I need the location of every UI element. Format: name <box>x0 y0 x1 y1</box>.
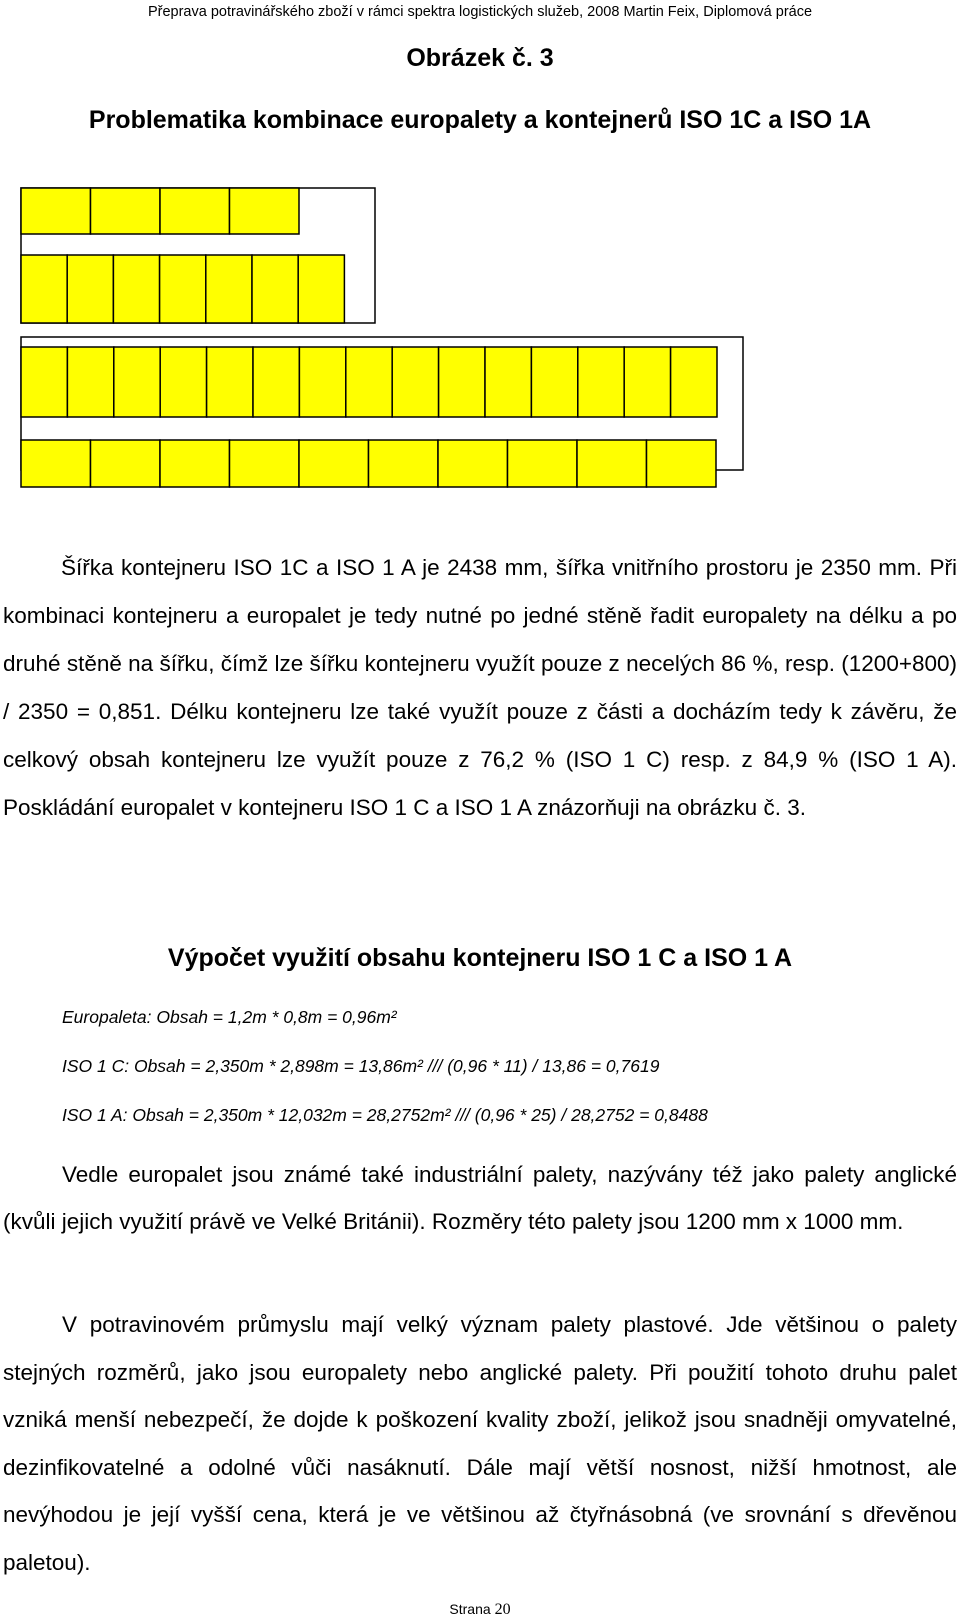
europallet-widthwise-4 <box>230 440 300 487</box>
europallet-widthwise-1 <box>21 440 91 487</box>
europallet-widthwise-8 <box>508 440 578 487</box>
europallet-lengthwise-6 <box>253 347 299 417</box>
europallet-widthwise-5 <box>299 440 369 487</box>
page-footer <box>0 1600 960 1619</box>
europallet-widthwise-6 <box>252 255 298 323</box>
iso-1c-widthwise-row <box>21 255 344 323</box>
europallet-lengthwise-15 <box>671 347 717 417</box>
europallet-lengthwise-2 <box>67 347 113 417</box>
europallet-lengthwise-3 <box>160 188 230 234</box>
europallet-lengthwise-9 <box>392 347 438 417</box>
europallet-widthwise-5 <box>206 255 252 323</box>
pallet-layout-svg <box>0 0 960 520</box>
calc-europaleta: Europaleta: Obsah = 1,2m * 0,8m = 0,96m² <box>62 1007 397 1027</box>
europallet-widthwise-2 <box>91 440 161 487</box>
europallet-lengthwise-4 <box>230 188 300 234</box>
paragraph-container-width: Šířka kontejneru ISO 1C a ISO 1 A je 2438 mm, šířka vnitřního prostoru je 2350 mm. Při kombinaci kontejneru a europalet je tedy nutné po jedné stěně řadit europalety na délku a po druhé stěně na šířku, čímž lze šířku kontejneru využít pouze z necelých 86 %, resp. (1200+800) / 2350 = 0,851. Délku kontejneru lze také využít pouze z části a docházím tedy k závěru, že celkový obsah kontejneru lze využít pouze z 76,2 % (ISO 1 C) resp. z 84,9 % (ISO 1 A). Poskládání europalet v kontejneru ISO 1 C a ISO 1 A znázorňuji na obrázku č. 3. <box>3 555 957 820</box>
calc-iso-1c: ISO 1 C: Obsah = 2,350m * 2,898m = 13,86m² /// (0,96 * 11) / 13,86 = 0,7619 <box>62 1056 660 1076</box>
iso-1c-lengthwise-row <box>21 188 299 234</box>
europallet-lengthwise-7 <box>299 347 345 417</box>
europallet-lengthwise-1 <box>21 347 67 417</box>
europallet-widthwise-3 <box>160 440 230 487</box>
figure-caption: Problematika kombinace europalety a kontejnerů ISO 1C a ISO 1A <box>88 106 872 134</box>
europallet-widthwise-1 <box>21 255 67 323</box>
europallet-lengthwise-2 <box>91 188 161 234</box>
europallet-widthwise-2 <box>67 255 113 323</box>
europallet-lengthwise-8 <box>346 347 392 417</box>
europallet-lengthwise-12 <box>531 347 577 417</box>
europallet-lengthwise-5 <box>207 347 253 417</box>
paragraph-industrial-pallets: Vedle europalet jsou známé také industriální palety, nazývány též jako palety anglické (kvůli jejich využití právě ve Velké Británii). Rozměry této palety jsou 1200 mm x 1000 mm. <box>3 1162 957 1234</box>
europallet-lengthwise-4 <box>160 347 206 417</box>
europallet-lengthwise-13 <box>578 347 624 417</box>
europallet-widthwise-7 <box>438 440 508 487</box>
iso-1a-lengthwise-row <box>21 347 717 417</box>
running-header: Přeprava potravinářského zboží v rámci spektra logistických služeb, 2008 Martin Feix, Diplomová práce <box>147 4 813 20</box>
europallet-lengthwise-10 <box>439 347 485 417</box>
europallet-widthwise-4 <box>160 255 206 323</box>
iso-1a-widthwise-row <box>21 440 716 487</box>
page-number: 20 <box>494 1601 511 1618</box>
page-label: Strana <box>449 1601 491 1617</box>
europallet-widthwise-6 <box>369 440 439 487</box>
europallet-lengthwise-14 <box>624 347 670 417</box>
calc-iso-1a: ISO 1 A: Obsah = 2,350m * 12,032m = 28,2752m² /// (0,96 * 25) / 28,2752 = 0,8488 <box>62 1105 708 1125</box>
figure-number: Obrázek č. 3 <box>406 44 554 72</box>
paragraph-plastic-pallets: V potravinovém průmyslu mají velký význam palety plastové. Jde většinou o palety stejných rozměrů, jako jsou europalety nebo anglické palety. Při použití tohoto druhu palet vzniká menší nebezpečí, že dojde k poškození kvality zboží, jelikož jsou snadněji omyvatelné, dezinfikovatelné a odolné vůči nasáknutí. Dále mají větší nosnost, nižší hmotnost, ale nevýhodou je její vyšší cena, která je ve většinou až čtyřnásobná (ve srovnání s dřevěnou paletou). <box>3 1312 957 1575</box>
europallet-widthwise-3 <box>113 255 159 323</box>
europallet-lengthwise-3 <box>114 347 160 417</box>
calculation-heading: Výpočet využití obsahu kontejneru ISO 1 C a ISO 1 A <box>167 944 793 972</box>
container-iso-1c-outline <box>21 188 375 323</box>
europallet-widthwise-7 <box>298 255 344 323</box>
container-iso-1a-outline <box>21 337 743 470</box>
europallet-lengthwise-1 <box>21 188 91 234</box>
europallet-widthwise-10 <box>647 440 717 487</box>
europallet-lengthwise-11 <box>485 347 531 417</box>
europallet-widthwise-9 <box>577 440 647 487</box>
